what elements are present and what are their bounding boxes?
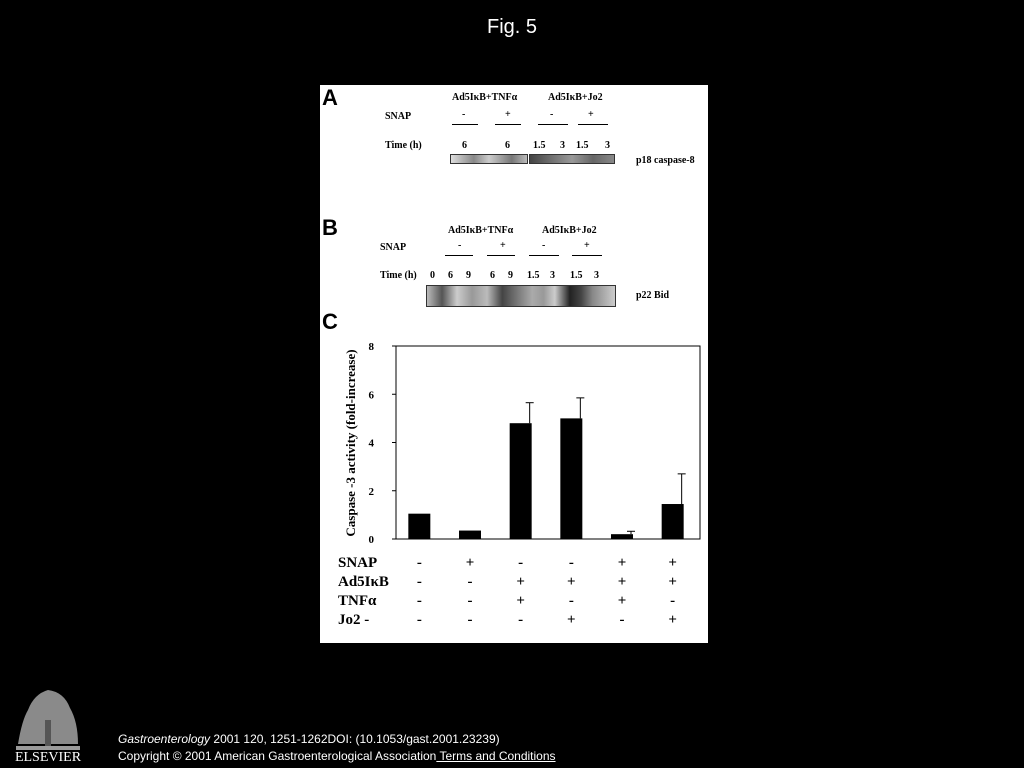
panel-b-divider	[487, 255, 515, 256]
panel-b-label: B	[322, 215, 338, 240]
panel-b-snap-1: -	[458, 240, 462, 251]
panel-b-group1: Ad5IκB+TNFα	[448, 225, 514, 236]
condition-sign: -	[568, 555, 574, 571]
panel-a-time: 3	[605, 140, 610, 151]
panel-a-time-label: Time (h)	[385, 140, 422, 151]
panel-b-time: 9	[508, 270, 513, 281]
panel-b-time: 0	[430, 270, 435, 281]
bar	[611, 534, 633, 539]
panel-b-divider	[529, 255, 559, 256]
condition-row-label: TNFα	[338, 593, 377, 609]
panel-a-snap-2: +	[505, 109, 511, 120]
panel-a-group2: Ad5IκB+Jo2	[548, 92, 603, 103]
panel-b-time: 6	[448, 270, 453, 281]
panel-b-time: 3	[594, 270, 599, 281]
panel-a-blot-1	[450, 154, 528, 164]
figure-title: Fig. 5	[486, 16, 538, 38]
terms-link[interactable]: Terms and Conditions	[436, 749, 556, 763]
panel-b-divider	[445, 255, 473, 256]
condition-sign: -	[518, 555, 524, 571]
condition-sign: -	[467, 574, 473, 590]
panel-b-band-label: p22 Bid	[636, 290, 670, 301]
condition-sign: -	[416, 555, 422, 571]
panel-a-snap-label: SNAP	[385, 111, 412, 122]
panel-a-divider	[538, 124, 568, 125]
panel-b-snap-4: +	[584, 240, 590, 251]
condition-sign: -	[416, 612, 422, 628]
condition-sign: +	[668, 574, 677, 590]
caspase-bar-chart	[320, 323, 708, 643]
plot-frame	[396, 346, 700, 539]
y-axis-label: Caspase -3 activity (fold-increase)	[343, 349, 358, 537]
condition-sign: -	[619, 612, 625, 628]
y-tick-label: 2	[368, 485, 374, 498]
bar	[662, 504, 684, 539]
condition-sign: +	[617, 574, 627, 590]
panel-a-time: 1.5	[576, 140, 589, 151]
panel-b-time: 1.5	[570, 270, 583, 281]
condition-row-label: Jo2 -	[338, 612, 370, 628]
condition-row-label: Ad5IκB	[338, 574, 389, 590]
condition-row-label: SNAP	[338, 555, 378, 571]
condition-sign: +	[516, 593, 525, 609]
condition-sign: -	[670, 593, 676, 609]
bar	[459, 531, 481, 539]
panel-a-divider	[495, 124, 521, 125]
panel-a-time: 3	[560, 140, 565, 151]
condition-sign: +	[668, 555, 677, 571]
panel-a-group1: Ad5IκB+TNFα	[452, 92, 518, 103]
panel-a-band-label: p18 caspase-8	[636, 155, 695, 166]
condition-sign: -	[518, 612, 524, 628]
panel-b-blot	[426, 285, 616, 307]
panel-a-snap-3: -	[550, 109, 554, 120]
condition-sign: +	[567, 612, 576, 628]
copyright-line	[118, 749, 556, 763]
panel-a-time: 6	[462, 140, 467, 151]
panel-b-snap-label: SNAP	[380, 242, 407, 253]
bar	[560, 418, 582, 539]
logo-text: ELSEVIER	[14, 750, 82, 764]
panel-a-snap-1: -	[462, 109, 466, 120]
elsevier-logo	[8, 680, 88, 764]
y-tick-label: 0	[368, 534, 374, 546]
bar	[408, 514, 430, 539]
journal-name: Gastroenterology	[118, 732, 211, 746]
panel-b-time: 6	[490, 270, 495, 281]
panel-b-time: 3	[550, 270, 555, 281]
panel-a-divider	[452, 124, 478, 125]
panel-a-time: 6	[505, 140, 510, 151]
condition-sign: -	[467, 593, 473, 609]
panel-b-time: 9	[466, 270, 471, 281]
panel-a-label: A	[322, 85, 338, 110]
condition-sign: -	[568, 593, 574, 609]
panel-b-time-label: Time (h)	[380, 270, 417, 281]
copyright-text: Copyright © 2001 American Gastroenterological Association	[118, 749, 437, 763]
y-tick-label: 8	[368, 341, 374, 353]
panel-b-time: 1.5	[527, 270, 540, 281]
y-tick-label: 6	[368, 389, 374, 402]
condition-sign: +	[617, 593, 627, 609]
figure-panel	[320, 85, 708, 643]
condition-sign: +	[465, 555, 475, 571]
citation	[118, 732, 500, 746]
condition-sign: +	[516, 574, 525, 590]
panel-b-snap-3: -	[542, 240, 546, 251]
bar	[510, 423, 532, 539]
panel-a-snap-4: +	[588, 109, 594, 120]
panel-b-snap-2: +	[500, 240, 506, 251]
y-tick-label: 4	[368, 437, 374, 450]
panel-b-group2: Ad5IκB+Jo2	[542, 225, 597, 236]
condition-sign: +	[668, 612, 677, 628]
panel-a-divider	[578, 124, 608, 125]
condition-sign: -	[467, 612, 473, 628]
condition-sign: -	[416, 593, 422, 609]
panel-a-time: 1.5	[533, 140, 546, 151]
citation-details: 2001 120, 1251-1262DOI: (10.1053/gast.2001.23239)	[210, 732, 500, 746]
condition-sign: -	[416, 574, 422, 590]
condition-sign: +	[617, 555, 627, 571]
panel-a-blot-2	[529, 154, 615, 164]
panel-c-label: C	[322, 309, 338, 334]
condition-sign: +	[567, 574, 576, 590]
panel-b-divider	[572, 255, 602, 256]
